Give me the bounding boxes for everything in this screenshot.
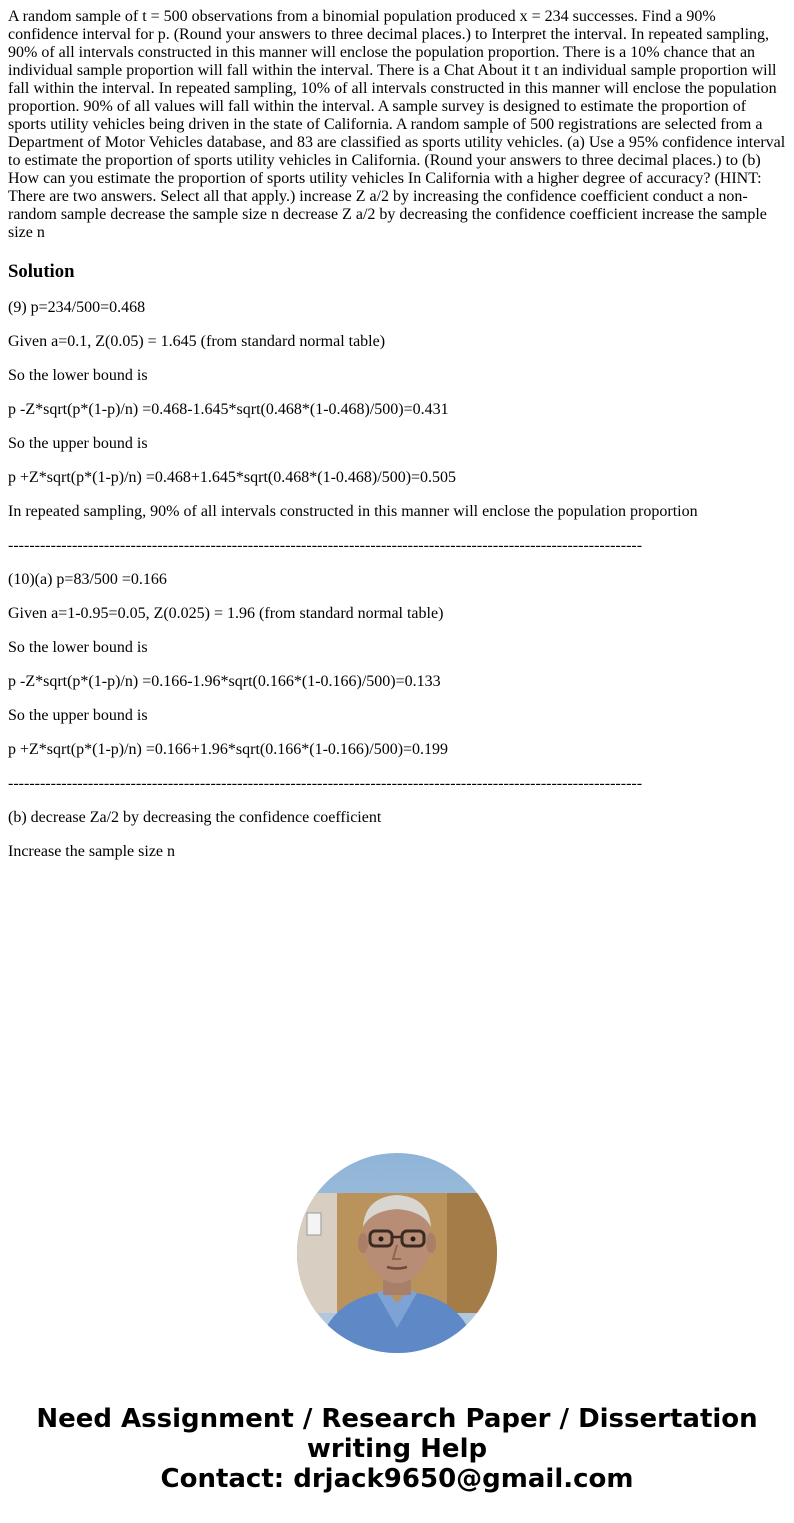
question-text: A random sample of t = 500 observations from a binomial population produced x = 234 successes. Find a 90% confidence interval for p. (Round your answers to three decimal places.) to Interpret the interval. In repeated sampling, 90% of all intervals constructed in this manner will enclose the population proportion. There is a 10% chance that an individual sample proportion will fall within the interval. There is a Chat About it t an individual sample proportion will fall within the interval. In repeated sampling, 10% of all intervals constructed in this manner will enclose the population proportion. 90% of all values will fall within the interval. A sample survey is designed to estimate the proportion of sports utility vehicles being driven in the state of California. A random sample of 500 registrations are selected from a Department of Motor Vehicles database, and 83 are classified as sports utility vehicles. (a) Use a 95% confidence interval to estimate the proportion of sports utility vehicles in California. (Round your answers to three decimal places.) to (b) How can you estimate the proportion of sports utility vehicles In California with a higher degree of accuracy? (HINT: There are two answers. Select all that apply.) increase Z a/2 by increasing the confidence coefficient conduct a non-random sample decrease the sample size n decrease Z a/2 by decreasing the confidence coefficient increase the sample size n bbox=[8, 8, 786, 241]
divider-line: ----------------------------------------------------------------------------------------------------------------------- bbox=[8, 775, 643, 792]
divider-line: ----------------------------------------------------------------------------------------------------------------------- bbox=[8, 537, 643, 554]
promo-line-1: Need Assignment / Research Paper / Dissertation bbox=[36, 1404, 758, 1434]
solution-line: So the upper bound is bbox=[8, 435, 148, 452]
author-avatar bbox=[297, 1153, 497, 1353]
solution-line: p -Z*sqrt(p*(1-p)/n) =0.166-1.96*sqrt(0.166*(1-0.166)/500)=0.133 bbox=[8, 673, 441, 690]
solution-line: So the upper bound is bbox=[8, 707, 148, 724]
solution-line: So the lower bound is bbox=[8, 639, 148, 656]
contact-line: Contact: drjack9650@gmail.com bbox=[160, 1464, 634, 1494]
solution-body bbox=[8, 299, 786, 861]
solution-line: (b) decrease Za/2 by decreasing the confidence coefficient bbox=[8, 809, 382, 826]
promo-line-2: writing Help bbox=[306, 1434, 488, 1464]
solution-line: In repeated sampling, 90% of all intervals constructed in this manner will enclose the population proportion bbox=[8, 503, 698, 520]
solution-line: p +Z*sqrt(p*(1-p)/n) =0.468+1.645*sqrt(0.468*(1-0.468)/500)=0.505 bbox=[8, 469, 457, 486]
solution-heading: Solution bbox=[8, 261, 75, 282]
solution-line: Given a=1-0.95=0.05, Z(0.025) = 1.96 (from standard normal table) bbox=[8, 605, 444, 622]
solution-line: (10)(a) p=83/500 =0.166 bbox=[8, 571, 167, 588]
document-content bbox=[8, 8, 786, 861]
solution-line: So the lower bound is bbox=[8, 367, 148, 384]
solution-line: Given a=0.1, Z(0.05) = 1.645 (from standard normal table) bbox=[8, 333, 386, 350]
solution-line: (9) p=234/500=0.468 bbox=[8, 299, 146, 316]
solution-line: p -Z*sqrt(p*(1-p)/n) =0.468-1.645*sqrt(0.468*(1-0.468)/500)=0.431 bbox=[8, 401, 449, 418]
solution-line: p +Z*sqrt(p*(1-p)/n) =0.166+1.96*sqrt(0.166*(1-0.166)/500)=0.199 bbox=[8, 741, 449, 758]
promo-footer bbox=[0, 1404, 794, 1494]
author-portrait-image bbox=[297, 1153, 497, 1353]
solution-line: Increase the sample size n bbox=[8, 843, 176, 860]
